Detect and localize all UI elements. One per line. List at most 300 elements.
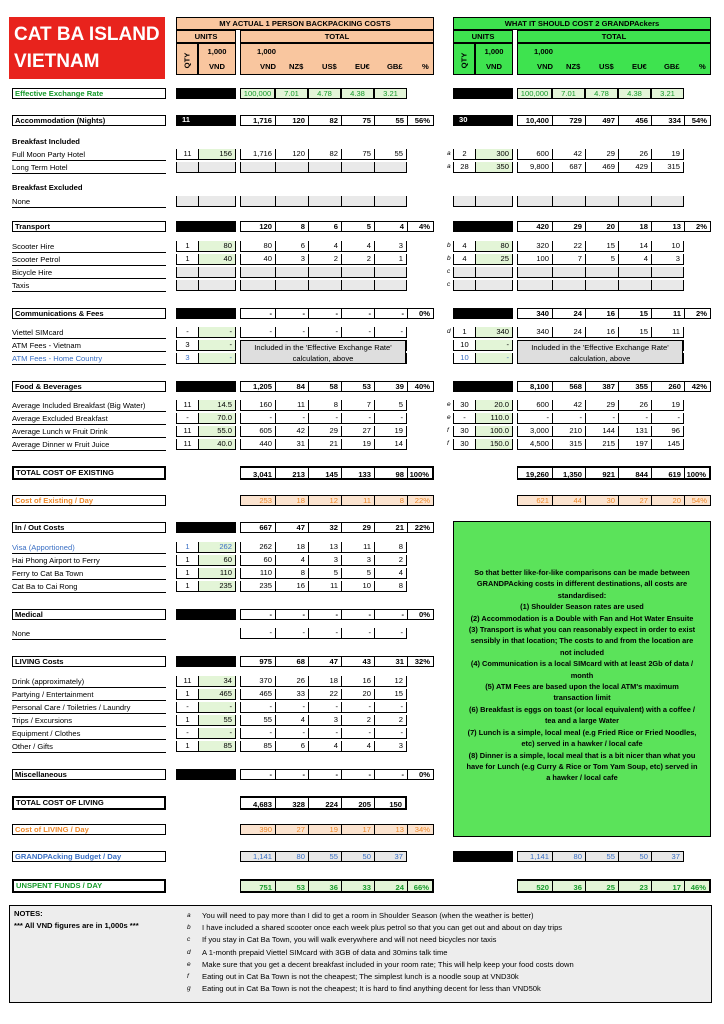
row-misc-left-col0: - <box>240 769 275 780</box>
row-adi-left-unit: 40.0 <box>198 439 236 450</box>
row-sp-rule <box>12 265 166 266</box>
row-sim-right-col1: 24 <box>552 327 585 338</box>
row-aeb-note-ref: e <box>447 414 451 421</box>
row-sh-left-col3: 4 <box>341 241 374 252</box>
row-og-left-col2: 4 <box>308 741 341 752</box>
row-none2-left-col3: - <box>341 628 374 639</box>
row-og-left-col0: 85 <box>240 741 275 752</box>
row-eq-left-col0: - <box>240 728 275 739</box>
row-living-left-col0: 975 <box>240 656 275 667</box>
row-cpd-left-col4: 8 <box>374 495 407 506</box>
note-text: Eating out in Cat Ba Town is not the cheapest; It is hard to find anything decent for less than VND50k <box>202 984 541 994</box>
row-fm-left-col0: 1,716 <box>240 149 275 160</box>
row-tce-right-col3: 844 <box>618 466 651 480</box>
row-cr-left-col1: 16 <box>275 581 308 592</box>
row-alu-left-qty: 11 <box>176 426 198 437</box>
row-sh-right-col3: 14 <box>618 241 651 252</box>
row-tr-left-unit: 55 <box>198 715 236 726</box>
row-gbd-label: GRANDPAcking Budget / Day <box>12 851 166 862</box>
row-pc-left-col4: - <box>374 702 407 713</box>
row-living-left-units <box>176 656 236 667</box>
row-sim-right-col0: 340 <box>517 327 552 338</box>
row-hp-left-col1: 4 <box>275 555 308 566</box>
row-adi-left-col2: 21 <box>308 439 341 450</box>
row-atmh-left-qty: 3 <box>176 353 198 364</box>
row-aeb-left-col1: - <box>275 413 308 424</box>
row-adi-left-col1: 31 <box>275 439 308 450</box>
row-sim-right-col4: 11 <box>651 327 684 338</box>
note-key: e <box>187 960 191 968</box>
row-io-left-col3: 29 <box>341 522 374 533</box>
row-sp-left-col1: 3 <box>275 254 308 265</box>
row-cpd-right-col5: 54% <box>684 495 711 506</box>
row-tce-label: TOTAL COST OF EXISTING <box>12 466 166 480</box>
row-uf-left-col2: 36 <box>308 879 341 893</box>
row-sim-left-unit: - <box>198 327 236 338</box>
row-comm-right-units <box>453 308 513 319</box>
row-sp-right-qty: 4 <box>453 254 475 265</box>
atm-note-right-line1: Included in the 'Effective Exchange Rate' <box>531 343 669 352</box>
row-comm-right-col1: 24 <box>552 308 585 319</box>
row-aeb-right-col4: - <box>651 413 684 424</box>
row-sh-right-col2: 15 <box>585 241 618 252</box>
row-aeb-label: Average Excluded Breakfast <box>12 414 108 423</box>
row-lt-right-qty: 28 <box>453 162 475 173</box>
row-alu-left-col2: 29 <box>308 426 341 437</box>
row-sp-left-col2: 2 <box>308 254 341 265</box>
row-tcl-left-col0: 4,683 <box>240 796 275 810</box>
info-line: (4) Communication is a local SIMcard with at least 2Gb of data / <box>470 659 694 669</box>
row-bh-rule <box>12 278 166 279</box>
right-qty-header: QTY <box>453 43 475 75</box>
row-uf-right-col1: 36 <box>552 879 585 893</box>
row-sp-right-unit: 25 <box>475 254 513 265</box>
row-sh-right-col4: 10 <box>651 241 684 252</box>
row-aib-right-qty: 30 <box>453 400 475 411</box>
row-uf-left-col3: 33 <box>341 879 374 893</box>
row-none1-right-col2 <box>585 196 618 207</box>
row-visa-left-col0: 262 <box>240 542 275 553</box>
row-tx-right-col2 <box>585 280 618 291</box>
row-bh-right-col3 <box>618 267 651 278</box>
row-gbd-left-col2: 55 <box>308 851 341 862</box>
row-food-right-col4: 260 <box>651 381 684 392</box>
row-living-left-col4: 31 <box>374 656 407 667</box>
row-cld-left-col2: 19 <box>308 824 341 835</box>
row-io-left-col0: 667 <box>240 522 275 533</box>
row-og-left-qty: 1 <box>176 741 198 752</box>
row-hp-left-col3: 3 <box>341 555 374 566</box>
row-trans-right-col5: 2% <box>684 221 711 232</box>
row-uf-left-col4: 24 <box>374 879 407 893</box>
left-header-title: MY ACTUAL 1 PERSON BACKPACKING COSTS <box>176 17 434 30</box>
row-hp-left-col2: 3 <box>308 555 341 566</box>
row-tx-left-col3 <box>341 280 374 291</box>
row-gbd-right-col0: 1,141 <box>517 851 552 862</box>
row-hp-rule <box>12 566 166 567</box>
row-sim-left-qty: - <box>176 327 198 338</box>
title-line-1: CAT BA ISLAND <box>14 24 160 45</box>
row-bh-left-col3 <box>341 267 374 278</box>
row-comm-left-units <box>176 308 236 319</box>
row-tcl-left-col1: 328 <box>275 796 308 810</box>
row-pa-left-col3: 20 <box>341 689 374 700</box>
row-io-left-col5: 22% <box>407 522 434 533</box>
row-alu-left-unit: 55.0 <box>198 426 236 437</box>
row-accom-left-col4: 55 <box>374 115 407 126</box>
row-comm-right-col3: 15 <box>618 308 651 319</box>
row-med-left-col0: - <box>240 609 275 620</box>
row-comm-left-col0: - <box>240 308 275 319</box>
row-living-left-col2: 47 <box>308 656 341 667</box>
row-pa-left-col0: 465 <box>240 689 275 700</box>
row-sim-right-unit: 340 <box>475 327 513 338</box>
row-dr-left-qty: 11 <box>176 676 198 687</box>
row-fm-left-col1: 120 <box>275 149 308 160</box>
row-sim-left-col2: - <box>308 327 341 338</box>
row-comm-left-col1: - <box>275 308 308 319</box>
row-tr-left-col0: 55 <box>240 715 275 726</box>
row-accom-left-col5: 56% <box>407 115 434 126</box>
row-exch-left-col2: 4.78 <box>308 88 341 99</box>
row-exch-label: Effective Exchange Rate <box>12 88 166 99</box>
row-accom-right-col4: 334 <box>651 115 684 126</box>
row-bh-right-qty <box>453 267 475 278</box>
row-fe-rule <box>12 579 166 580</box>
row-fe-left-col4: 4 <box>374 568 407 579</box>
row-adi-left-qty: 11 <box>176 439 198 450</box>
row-lt-left-col3 <box>341 162 374 173</box>
row-cr-left-col2: 11 <box>308 581 341 592</box>
row-fe-left-unit: 110 <box>198 568 236 579</box>
note-key: c <box>187 936 191 944</box>
right-units-header: UNITS <box>453 30 513 43</box>
row-none1-left-qty <box>176 196 198 207</box>
row-trans-left-col1: 8 <box>275 221 308 232</box>
row-adi-right-col0: 4,500 <box>517 439 552 450</box>
row-lt-left-col0 <box>240 162 275 173</box>
row-tr-rule <box>12 726 166 727</box>
row-fm-right-col2: 29 <box>585 149 618 160</box>
row-sp-left-col3: 2 <box>341 254 374 265</box>
row-trans-right-col4: 13 <box>651 221 684 232</box>
row-io-left-col1: 47 <box>275 522 308 533</box>
row-uf-right-col4: 17 <box>651 879 684 893</box>
row-living-label: LIVING Costs <box>12 656 166 667</box>
row-accom-right-col0: 10,400 <box>517 115 552 126</box>
row-dr-left-col2: 18 <box>308 676 341 687</box>
row-atmh-right-qty: 10 <box>453 353 475 364</box>
row-cld-left-col1: 27 <box>275 824 308 835</box>
row-pc-left-col1: - <box>275 702 308 713</box>
note-text: I have included a shared scooter once each week plus petrol so that you can get out and about on day trips <box>202 923 563 933</box>
row-none1-right-col4 <box>651 196 684 207</box>
row-accom-right-col2: 497 <box>585 115 618 126</box>
row-lt-right-col2: 469 <box>585 162 618 173</box>
title-line-2: VIETNAM <box>14 51 100 72</box>
row-pa-left-col1: 33 <box>275 689 308 700</box>
row-tce-right-col0: 19,260 <box>517 466 552 480</box>
row-cr-left-qty: 1 <box>176 581 198 592</box>
row-none2-left-col1: - <box>275 628 308 639</box>
row-tx-right-col1 <box>552 280 585 291</box>
row-none1-right-unit <box>475 196 513 207</box>
info-line: not included <box>560 647 604 657</box>
row-bh-right-col0 <box>517 267 552 278</box>
row-trans-right-col3: 18 <box>618 221 651 232</box>
row-tx-left-col4 <box>374 280 407 291</box>
row-med-left-col5: 0% <box>407 609 434 620</box>
note-text: Eating out in Cat Ba Town is not the cheapest; The simplest lunch is a noodle soup at VND30k <box>202 972 519 981</box>
row-comm-left-col4: - <box>374 308 407 319</box>
row-adi-note-ref: f <box>447 440 449 447</box>
row-aeb-right-col0: - <box>517 413 552 424</box>
row-tx-left-col2 <box>308 280 341 291</box>
row-pa-rule <box>12 700 166 701</box>
row-cld-label: Cost of LIVING / Day <box>12 824 166 835</box>
row-og-rule <box>12 752 166 753</box>
row-none1-left-unit <box>198 196 236 207</box>
row-cpd-right-col0: 621 <box>517 495 552 506</box>
atm-note-left-line2: calculation, above <box>292 354 354 363</box>
atm-note-left <box>240 340 406 364</box>
row-atmh-label: ATM Fees - Home Country <box>12 354 103 363</box>
row-sp-right-col0: 100 <box>517 254 552 265</box>
row-sim-left-col1: - <box>275 327 308 338</box>
row-alu-label: Average Lunch w Fruit Drink <box>12 427 108 436</box>
row-hp-left-col4: 2 <box>374 555 407 566</box>
left-total-header: TOTAL <box>240 30 434 43</box>
row-misc-left-units <box>176 769 236 780</box>
row-bh-note-ref: c <box>447 268 451 275</box>
row-gbd-left-col4: 37 <box>374 851 407 862</box>
row-visa-left-col3: 11 <box>341 542 374 553</box>
row-aeb-right-unit: 110.0 <box>475 413 513 424</box>
row-trans-right-col0: 420 <box>517 221 552 232</box>
row-dr-rule <box>12 687 166 688</box>
row-trans-left-units <box>176 221 236 232</box>
info-line: tea and a large Water <box>544 716 620 726</box>
row-tx-note-ref: c <box>447 281 451 288</box>
row-food-right-col5: 42% <box>684 381 711 392</box>
row-lt-right-col3: 429 <box>618 162 651 173</box>
row-comm-right-col0: 340 <box>517 308 552 319</box>
row-accom-label: Accommodation (Nights) <box>12 115 166 126</box>
row-lt-note-ref: a <box>447 163 451 170</box>
row-sp-right-col1: 7 <box>552 254 585 265</box>
row-lt-right-unit: 350 <box>475 162 513 173</box>
row-aib-left-col0: 160 <box>240 400 275 411</box>
row-aib-rule <box>12 411 166 412</box>
row-alu-right-qty: 30 <box>453 426 475 437</box>
atm-note-right-line2: calculation, above <box>569 354 631 363</box>
row-alu-right-unit: 100.0 <box>475 426 513 437</box>
row-lt-rule <box>12 173 166 174</box>
row-accom-left-col2: 82 <box>308 115 341 126</box>
row-cr-left-col3: 10 <box>341 581 374 592</box>
row-sim-right-qty: 1 <box>453 327 475 338</box>
row-gbd-right-col1: 80 <box>552 851 585 862</box>
row-cr-left-unit: 235 <box>198 581 236 592</box>
row-alu-left-col3: 27 <box>341 426 374 437</box>
row-none1-left-col0 <box>240 196 275 207</box>
row-exch-left-col3: 4.38 <box>341 88 374 99</box>
row-pc-label: Personal Care / Toiletries / Laundry <box>12 703 131 712</box>
row-tcl-label: TOTAL COST OF LIVING <box>12 796 166 810</box>
row-tx-left-col1 <box>275 280 308 291</box>
row-accom-right-col3: 456 <box>618 115 651 126</box>
row-tce-left-col2: 145 <box>308 466 341 480</box>
row-adi-right-qty: 30 <box>453 439 475 450</box>
row-exch-left-col1: 7.01 <box>275 88 308 99</box>
info-line: standardised: <box>557 590 607 600</box>
row-aib-left-col3: 7 <box>341 400 374 411</box>
row-dr-left-col3: 16 <box>341 676 374 687</box>
row-aib-right-col1: 42 <box>552 400 585 411</box>
row-lt-right-col1: 687 <box>552 162 585 173</box>
note-text: Make sure that you get a decent breakfast included in your room rate; This will help keep your food costs down <box>202 959 574 969</box>
row-med-left-col1: - <box>275 609 308 620</box>
row-sim-left-col4: - <box>374 327 407 338</box>
row-sp-left-qty: 1 <box>176 254 198 265</box>
info-line: (5) ATM Fees are based upon the local ATM's maximum <box>485 682 679 692</box>
row-cld-left-col5: 34% <box>407 824 434 835</box>
row-tcl-left-col2: 224 <box>308 796 341 810</box>
row-misc-left-col5: 0% <box>407 769 434 780</box>
notes-title: NOTES: <box>14 909 43 918</box>
row-tr-left-col3: 2 <box>341 715 374 726</box>
row-none1-right-col3 <box>618 196 651 207</box>
info-line: (1) Shoulder Season rates are used <box>520 602 644 612</box>
info-line: (8) Dinner is a simple, local meal that is a bit nicer than what you <box>468 750 696 760</box>
row-uf-right-col2: 25 <box>585 879 618 893</box>
left-units-header: UNITS <box>176 30 236 43</box>
row-atmv-rule <box>12 351 166 352</box>
row-exch-left-col4: 3.21 <box>374 88 407 99</box>
note-key: b <box>187 924 191 932</box>
row-food-left-col0: 1,205 <box>240 381 275 392</box>
row-sh-right-col0: 320 <box>517 241 552 252</box>
info-line: (7) Lunch is a simple, local meal (e.g Fried Rice or Fried Noodles, <box>467 727 697 737</box>
row-dr-left-col0: 370 <box>240 676 275 687</box>
row-bh-left-col1 <box>275 267 308 278</box>
row-cr-label: Cat Ba to Cai Rong <box>12 582 78 591</box>
row-aib-right-unit: 20.0 <box>475 400 513 411</box>
row-fm-left-col4: 55 <box>374 149 407 160</box>
row-hp-left-unit: 60 <box>198 555 236 566</box>
row-alu-right-col1: 210 <box>552 426 585 437</box>
note-key: a <box>187 912 191 919</box>
row-cpd-left-col0: 253 <box>240 495 275 506</box>
row-alu-left-col0: 605 <box>240 426 275 437</box>
row-aeb-right-col3: - <box>618 413 651 424</box>
row-trans-left-col0: 120 <box>240 221 275 232</box>
row-lt-left-col1 <box>275 162 308 173</box>
row-comm-left-col3: - <box>341 308 374 319</box>
row-fm-right-col3: 26 <box>618 149 651 160</box>
row-bh-left-col0 <box>240 267 275 278</box>
row-tx-right-col0 <box>517 280 552 291</box>
info-line: month <box>570 670 594 680</box>
row-cpd-left-col5: 22% <box>407 495 434 506</box>
row-pc-left-col0: - <box>240 702 275 713</box>
row-fm-left-col2: 82 <box>308 149 341 160</box>
info-line: (6) Breakfast is eggs on toast (or local equivalent) with a coffee / <box>469 704 695 714</box>
row-sp-left-col4: 1 <box>374 254 407 265</box>
row-aib-right-col0: 600 <box>517 400 552 411</box>
row-dr-left-col4: 12 <box>374 676 407 687</box>
row-sh-label: Scooter Hire <box>12 242 55 251</box>
right-kvnd-header: 1,000 VND <box>475 43 513 75</box>
row-hp-left-col0: 60 <box>240 555 275 566</box>
left-qty-header: QTY <box>176 43 198 75</box>
row-sh-left-col4: 3 <box>374 241 407 252</box>
row-sim-rule <box>12 338 166 339</box>
row-cpd-left-col2: 12 <box>308 495 341 506</box>
row-eq-label: Equipment / Clothes <box>12 729 81 738</box>
row-adi-right-unit: 150.0 <box>475 439 513 450</box>
atm-note-left-line1: Included in the 'Effective Exchange Rate' <box>254 343 392 352</box>
note-text: You will need to pay more than I did to get a room in Shoulder Season (when the weather is better) <box>202 911 534 920</box>
row-uf-right-col3: 23 <box>618 879 651 893</box>
row-pa-left-col2: 22 <box>308 689 341 700</box>
row-none2-left-col4: - <box>374 628 407 639</box>
row-exch-right-col1: 7.01 <box>552 88 585 99</box>
row-bh-left-col2 <box>308 267 341 278</box>
row-fm-right-col1: 42 <box>552 149 585 160</box>
row-visa-left-qty: 1 <box>176 542 198 553</box>
row-lt-left-col2 <box>308 162 341 173</box>
row-aib-right-col2: 29 <box>585 400 618 411</box>
row-adi-left-col3: 19 <box>341 439 374 450</box>
row-med-left-col2: - <box>308 609 341 620</box>
row-dr-label: Drink (approximately) <box>12 677 85 686</box>
row-none1-right-col0 <box>517 196 552 207</box>
row-food-left-col3: 53 <box>341 381 374 392</box>
row-sh-right-col1: 22 <box>552 241 585 252</box>
note-text: If you stay in Cat Ba Town, you will walk everywhere and will not need bicycles nor taxis <box>202 935 497 945</box>
notes-subtitle: *** All VND figures are in 1,000s *** <box>14 921 139 930</box>
row-tx-right-col3 <box>618 280 651 291</box>
row-trans-right-col2: 20 <box>585 221 618 232</box>
row-food-left-col5: 40% <box>407 381 434 392</box>
info-line: transaction limit <box>553 693 611 703</box>
row-trans-left-col5: 4% <box>407 221 434 232</box>
row-accom-left-col1: 120 <box>275 115 308 126</box>
row-bh-right-unit <box>475 267 513 278</box>
row-bh-left-qty <box>176 267 198 278</box>
row-sim-right-col3: 15 <box>618 327 651 338</box>
row-fe-label: Ferry to Cat Ba Town <box>12 569 84 578</box>
row-none1-right-qty <box>453 196 475 207</box>
row-io-label: In / Out Costs <box>12 522 166 533</box>
row-food-left-col2: 58 <box>308 381 341 392</box>
row-lt-left-qty <box>176 162 198 173</box>
row-exch-left-col0: 100,000 <box>240 88 275 99</box>
row-aib-left-unit: 14.5 <box>198 400 236 411</box>
row-alu-right-col0: 3,000 <box>517 426 552 437</box>
row-cr-left-col0: 235 <box>240 581 275 592</box>
row-cpd-label: Cost of Existing / Day <box>12 495 166 506</box>
row-cld-left-col3: 17 <box>341 824 374 835</box>
row-cpd-right-col2: 30 <box>585 495 618 506</box>
row-atmv-left-qty: 3 <box>176 340 198 351</box>
row-pa-left-unit: 465 <box>198 689 236 700</box>
row-fm-right-col0: 600 <box>517 149 552 160</box>
row-tce-right-col2: 921 <box>585 466 618 480</box>
row-alu-note-ref: f <box>447 427 449 434</box>
row-visa-left-unit: 262 <box>198 542 236 553</box>
